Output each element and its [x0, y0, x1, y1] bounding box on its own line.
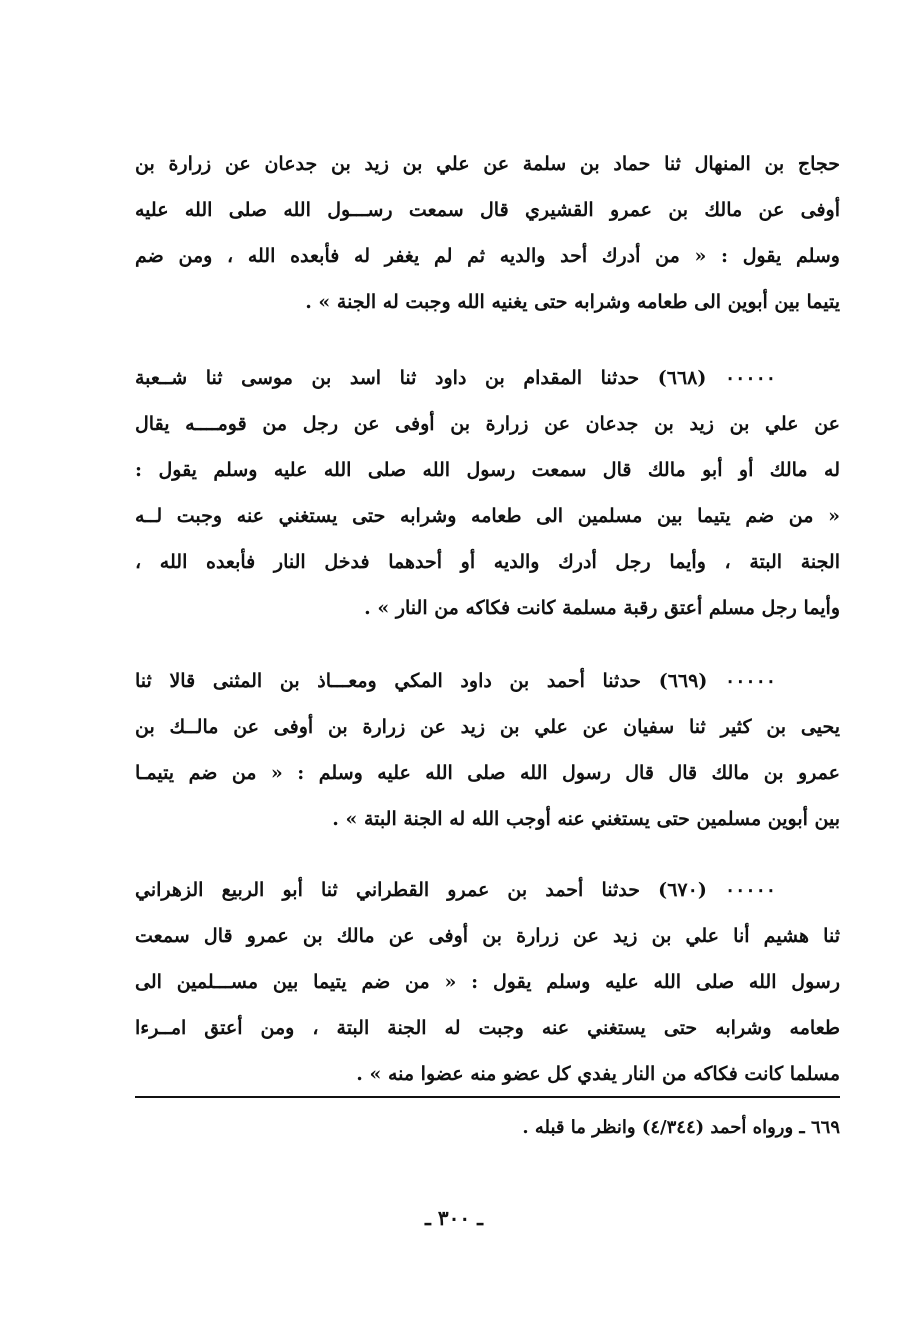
- text-line: ٠٠٠٠٠ (٦٧٠) حدثنا أحمد بن عمرو القطراني ثنا أبو الربيع الزهراني: [135, 879, 776, 901]
- text-line: أوفى عن مالك بن عمرو القشيري قال سمعت رســـول الله صلى الله عليه: [135, 199, 840, 221]
- text-line: ثنا هشيم أنا علي بن زيد عن زرارة بن أوفى عن مالك بن عمرو قال سمعت: [135, 925, 840, 947]
- text-line: رسول الله صلى الله عليه وسلم يقول : « من ضم يتيما بين مســـلمين الى: [135, 971, 840, 993]
- page-number: ـ ٣٠٠ ـ: [425, 1206, 483, 1230]
- hadith-paragraph-668: [135, 355, 840, 631]
- hadith-paragraph-670: [135, 867, 840, 1097]
- text-line: طعامه وشرابه حتى يستغني عنه وجبت له الجنة البتة ، ومن أعتق امــرءا: [135, 1017, 840, 1039]
- text-line: يحيى بن كثير ثنا سفيان عن علي بن زيد عن زرارة بن أوفى عن مالــك بن: [135, 716, 840, 738]
- text-line: له مالك أو أبو مالك قال سمعت رسول الله صلى الله عليه وسلم يقول :: [135, 459, 840, 481]
- text-line: « من ضم يتيما بين مسلمين الى طعامه وشرابه حتى يستغني عنه وجبت لــه: [135, 505, 840, 527]
- text-line: وسلم يقول : « من أدرك أحد والديه ثم لم يغفر له فأبعده الله ، ومن ضم: [135, 245, 840, 267]
- text-line: بين أبوين مسلمين حتى يستغني عنه أوجب الله له الجنة البتة » .: [332, 808, 840, 830]
- text-line: حجاج بن المنهال ثنا حماد بن سلمة عن علي بن زيد بن جدعان عن زرارة بن: [135, 153, 840, 175]
- text-line: يتيما بين أبوين الى طعامه وشرابه حتى يغنيه الله وجبت له الجنة » .: [305, 291, 840, 313]
- footnote-divider: [135, 1096, 840, 1098]
- text-line: ٠٠٠٠٠ (٦٦٨) حدثنا المقدام بن داود ثنا اسد بن موسى ثنا شــعبة: [135, 367, 776, 389]
- text-line: الجنة البتة ، وأيما رجل أدرك والديه أو أحدهما فدخل النار فأبعده الله ،: [135, 551, 840, 573]
- text-line: عن علي بن زيد بن جدعان عن زرارة بن أوفى عن رجل من قومــــه يقال: [135, 413, 840, 435]
- text-line: عمرو بن مالك قال قال رسول الله صلى الله عليه وسلم : « من ضم يتيمـا: [135, 762, 840, 784]
- text-line: ٠٠٠٠٠ (٦٦٩) حدثنا أحمد بن داود المكي ومعـــاذ بن المثنى قالا ثنا: [135, 670, 777, 692]
- hadith-paragraph-669: [135, 658, 840, 842]
- text-line: وأيما رجل مسلم أعتق رقبة مسلمة كانت فكاكه من النار » .: [364, 597, 840, 619]
- hadith-paragraph: [135, 141, 840, 325]
- text-line: مسلما كانت فكاكه من النار يفدي كل عضو منه عضوا منه » .: [356, 1063, 840, 1085]
- footnote: ٦٦٩ ـ ورواه أحمد (٤/٣٤٤) وانظر ما قبله .: [522, 1117, 840, 1138]
